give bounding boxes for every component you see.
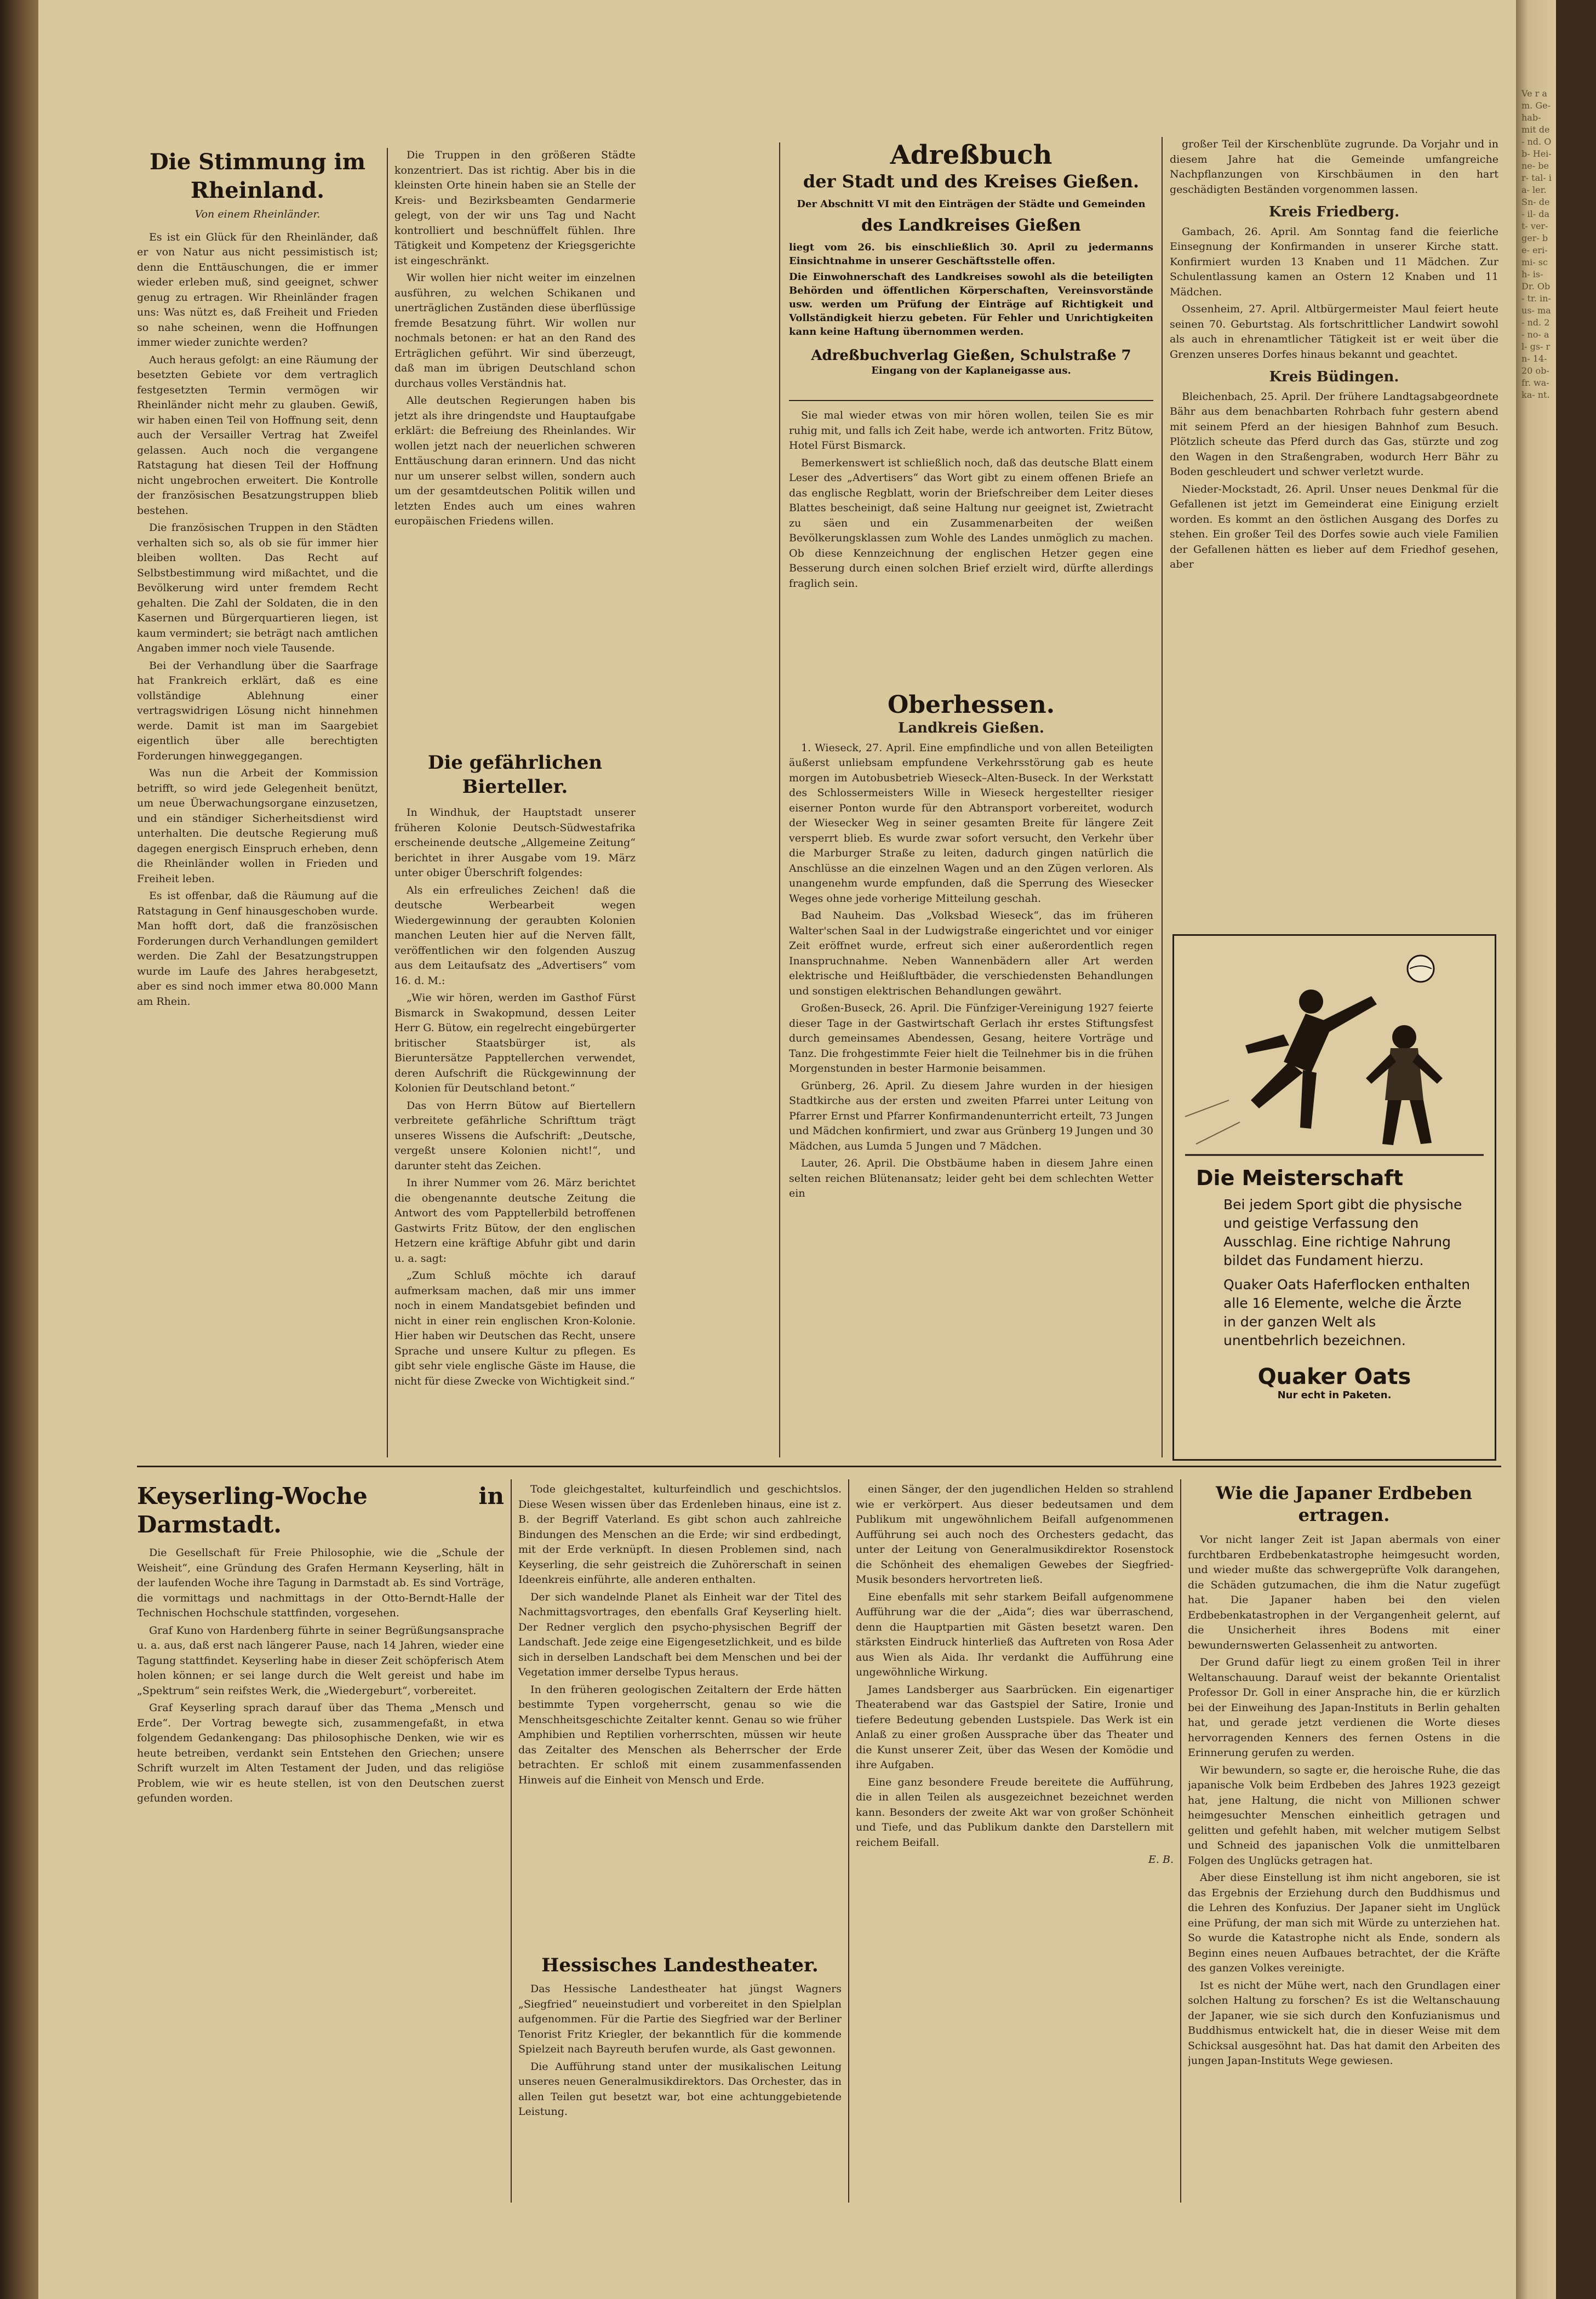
bierteller-paragraph: In ihrer Nummer vom 26. März berichtet die obengenannte deutsche Zeitung die Antwort des vom Papptellerbild betroffenen Gastwirts Fritz Bütow, der den englischen Hetzern eine kräftige Abfuhr gibt und darin u. a. sagt: <box>394 1177 636 1265</box>
landestheater-signature: E. B. <box>1148 1854 1174 1866</box>
facing-page-edge <box>1516 0 1556 2299</box>
column-rule <box>387 148 388 1457</box>
rheinland-paragraph: Es ist offenbar, daß die Räumung auf die Ratstagung in Genf hinausgeschoben wurde. Man hofft dort, daß die französischen Forderungen durch Verhandlungen gemildert werden. Die Zahl der Besatzungstruppen wurde im Laufe des Jahres herabgesetzt, aber es sind noch immer etwa 80.000 Mann am Rhein. <box>137 890 378 1008</box>
rheinland-byline: Von einem Rheinländer. <box>195 208 321 220</box>
keyserling-headline: Keyserling-Woche in Darmstadt. <box>137 1483 504 1538</box>
newspaper-page <box>38 0 1556 2299</box>
oberhessen-headline: Oberhessen. <box>887 691 1055 719</box>
bierteller-paragraph: „Zum Schluß möchte ich darauf aufmerksam machen, daß mir uns immer noch in einem Mandatsgebiet befinden und nicht in einer rein englischen Kron-Kolonie. Hier haben wir Deutschen das Recht, unsere Sprache und unsere Kultur zu pflegen. Es gibt sehr viele englische Gäste im Hause, die nicht für diese Zwecke von Wichtigkeit sind.“ <box>394 1269 636 1387</box>
adressbuch-footer: Adreßbuchverlag Gießen, Schulstraße 7 <box>811 347 1131 364</box>
keyserling-paragraph: Graf Kuno von Hardenberg führte in seiner Begrüßungsansprache u. a. aus, daß erst nach längerer Pause, nach 14 Jahren, wieder eine Tagung stattfindet. Keyserling habe in dieser Zeit schöpferisch Atem holen können; er sei lange durch die Welt gereist und habe im „Spektrum“ sein reifstes Werk, die „Wiedergeburt“, vorbereitet. <box>137 1624 504 1697</box>
landestheater-paragraph: einen Sänger, der den jugendlichen Helden so strahlend wie er verkörpert. Aus dieser bedeutsamen und dem Publikum mit ungewöhnlichem Beifall aufgenommenen Aufführung sei auch noch des Orchesters gedacht, das unter der Leitung von Generalmusikdirektor Rosenstock die Schönheit des ehemaligen Gewebes der Siegfried-Musik besonders hervortreten ließ. <box>856 1483 1174 1586</box>
keyserling-paragraph: Die Gesellschaft für Freie Philosophie, wie die „Schule der Weisheit“, eine Gründung des Grafen Hermann Keyserling, hält in der laufenden Woche ihre Tagung in Darmstadt ab. Es sind Vorträge, die vormittags und nachmittags in der Otto-Berndt-Halle der Technischen Hochschule stattfinden, vorgesehen. <box>137 1547 504 1619</box>
adressbuch-ad <box>789 140 1153 392</box>
keyserling-paragraph: Graf Keyserling sprach darauf über das Thema „Mensch und Erde“. Der Vortrag bewegte sich, zusammengefaßt, in etwa folgendem Gedankengang: Das philosophische Denken, wie wir es heute betreiben, verdankt sein Entstehen den Griechen; unsere Schrift wurzelt im Alten Testament der Juden, und das religiöse Problem, wie wir es heute stellen, ist von den Deutschen zuerst gefunden worden. <box>137 1702 504 1804</box>
landestheater-paragraph: Eine ganz besondere Freude bereitete die Aufführung, die in allen Teilen als ausgezeichnet bezeichnet werden kann. Besonders der zweite Akt war von großer Schönheit und Tiefe, und das Publikum dankte den Darstellern mit reichem Beifall. <box>856 1776 1174 1849</box>
adressbuch-footer2: Eingang von der Kaplaneigasse aus. <box>871 365 1071 376</box>
rheinland-paragraph: Alle deutschen Regierungen haben bis jetzt als ihre dringendste und Hauptaufgabe erklärt: die Befreiung des Rheinlandes. Wir wollen jetzt nach der neuerlichen schweren Enttäuschung daran erinnern. Und das nicht nur um unserer selbst willen, sondern auch um der gesamtdeutschen Politik willen und letzten Endes auch um eines wahren europäischen Friedens willen. <box>394 394 636 527</box>
football-ball-icon <box>1408 956 1434 982</box>
page-divider <box>137 1466 1501 1467</box>
column-rule <box>1180 1479 1181 2203</box>
adressbuch-line: Der Abschnitt VI mit den Einträgen der Städte und Gemeinden <box>797 198 1146 210</box>
ad-tagline: Nur echt in Paketen. <box>1277 1389 1392 1401</box>
oberhessen-paragraph: Grünberg, 26. April. Zu diesem Jahre wurden in der hiesigen Stadtkirche aus der ersten und zweiten Pfarrei unter Leitung von Pfarrer Ernst und Pfarrer Konfirmandenunterricht erteilt, 73 Jungen und Mädchen konfirmiert, und zwar aus Grünberg 19 Jungen und 30 Mädchen, aus Lumda 5 Jungen und 7 Mädchen. <box>789 1079 1153 1152</box>
rheinland-paragraph: Es ist ein Glück für den Rheinländer, daß er von Natur aus nicht pessimistisch ist; denn die Enttäuschungen, die er immer wieder erleben muß, sind geeignet, schwer genug zu ertragen. Wir Rheinländer fragen uns: Was nützt es, daß Freiheit und Frieden so nahe scheinen, wenn die Hoffnungen immer wieder zunichte werden? <box>137 231 378 348</box>
japaner-paragraph: Aber diese Einstellung ist ihm nicht angeboren, sie ist das Ergebnis der Erziehung durch den Buddhismus und die Lehren des Konfuzius. Der Japaner sieht im Unglück eine Prüfung, der man sich mit Würde zu unterziehen hat. So wurde die Katastrophe nicht als Ende, sondern als Beginn eines neuen Aufbaues betrachtet, der die Kräfte des ganzen Volkes vereinigte. <box>1188 1872 1500 1974</box>
rheinland-paragraph: Wir wollen hier nicht weiter im einzelnen ausführen, zu welchen Schikanen und unerträglichen Zuständen diese überflüssige fremde Besatzung führt. Wir wollen nur nochmals betonen: er hat an den Rand des Erträglichen geführt. Wir sind überzeugt, daß man im übrigen Deutschland schon durchaus volles Verständnis hat. <box>394 272 636 390</box>
buedingen-paragraph: Nieder-Mockstadt, 26. April. Unser neues Denkmal für die Gefallenen ist jetzt im Gemeinderat eine Einigung erzielt worden. Es kommt an den östlichen Ausgang des Dorfes zu stehen. Ein großer Teil des Dorfes sowie auch viele Familien der Gefallenen hätten es lieber auf dem Friedhof gesehen, aber <box>1170 483 1498 570</box>
ad-text: Bei jedem Sport gibt die physische und geistige Verfassung den Ausschlag. Eine richtige Nahrung bildet das Fundament hierzu. <box>1223 1197 1462 1268</box>
column-rule <box>511 1479 512 2203</box>
kreis-buedingen-heading: Kreis Büdingen. <box>1269 369 1399 385</box>
rheinland-paragraph: Die französischen Truppen in den Städten verhalten sich so, als ob sie für immer hier bleiben wollten. Das Recht auf Selbstbestimmung wird mißachtet, und die Bevölkerung wird unter fremdem Recht gehalten. Die Zahl der Soldaten, die in den Kasernen und Bürgerquartieren liegen, ist kaum vermindert; sie beträgt nach amtlichen Angaben immer noch viele Tausende. <box>137 522 378 654</box>
quaker-oats-logo: Quaker Oats <box>1257 1364 1411 1389</box>
quaker-oats-ad <box>1172 934 1496 1461</box>
column-rule <box>779 142 780 1457</box>
japaner-paragraph: Wir bewundern, so sagte er, die heroische Ruhe, die das japanische Volk beim Erdbeben des Jahres 1923 gezeigt hat, jene Haltung, die nicht von Millionen schwer heimgesuchter Menschen einheitlich getragen und gelitten und gefehlt haben, mit welcher mutigem Selbst und Schneid des japanischen Volk die unmittelbaren Folgen des Unglücks getragen hat. <box>1188 1764 1500 1867</box>
oberhessen-paragraph: Lauter, 26. April. Die Obstbäume haben in diesem Jahre einen selten reichen Blütenansatz; leider geht bei dem schlechten Wetter ein <box>789 1157 1153 1199</box>
rheinland-article <box>137 148 378 1452</box>
bierteller-paragraph: „Wie wir hören, werden im Gasthof Fürst Bismarck in Swakopmund, dessen Leiter Herr G. Bütow, ein regelrecht eingebürgerter britischer Staatsbürger ist, als Bieruntersätze Papptellerchen verwendet, deren Aufschrift die Rückgewinnung der Kolonien für Deutschland betont.“ <box>394 992 636 1094</box>
japaner-article <box>1188 1482 1500 2194</box>
bierteller-paragraph: In Windhuk, der Hauptstadt unserer früheren Kolonie Deutsch-Südwestafrika erscheinende deutsche „Allgemeine Zeitung“ berichtet in ihrer Ausgabe vom 19. März unter obiger Überschrift folgendes: <box>394 807 636 879</box>
japaner-paragraph: Ist es nicht der Mühe wert, nach den Grundlagen einer solchen Haltung zu forschen? Es ist die Weltanschauung der Japaner, wie sie sich durch den Konfuzianismus und Buddhismus entwickelt hat, die in dieser Weise mit dem Schicksal ausgesöhnt hat. Das hat damit den Arbeiten des jungen Japan-Instituts Wege gewiesen. <box>1188 1979 1500 2067</box>
japaner-paragraph: Vor nicht langer Zeit ist Japan abermals von einer furchtbaren Erdbebenkatastrophe heimgesucht worden, und wieder mußte das schwergeprüfte Volk darangehen, die Schäden gutzumachen, die ihm die Natur zugefügt hat. Die Japaner haben bei den vielen Erdbebenkatastrophen in der Vergangenheit gelernt, auf die Unsicherheit ihres Bodens mit einer bewundernswerten Gelassenheit zu antworten. <box>1188 1534 1500 1651</box>
oberhessen-paragraph: 1. Wieseck, 27. April. Eine empfindliche und von allen Beteiligten äußerst unliebsam empfundene Verkehrsstörung gab es heute morgen im Autobusbetrieb Wieseck–Alten-Buseck. In der Werkstatt des Schlossermeisters Wille in Wieseck hergestellter riesiger eiserner Ponton wurde für den Abtransport vorbereitet, wodurch der Wiesecker Weg in seiner gesamten Breite für längere Zeit versperrt blieb. Es wurde zwar sofort versucht, den Verkehr über die Marburger Straße zu leiten, dadurch gingen natürlich die Anschlüsse an die einzelnen Wagen und an den Zügen verloren. Als unangenehm wurde empfunden, daß die Sperrung des Wiesecker Weges ohne jede vorherige Mitteilung geschah. <box>789 741 1153 905</box>
rheinland-paragraph: Was nun die Arbeit der Kommission betrifft, so wird jede Gelegenheit benützt, um neue Überwachungsorgane einzusetzen, und ein ständiger Sicherheitsdienst wird unterhalten. Die deutsche Regierung muß dagegen energisch Einspruch erheben, denn die Rheinländer wollen in Frieden und Freiheit leben. <box>137 767 378 885</box>
rheinland-paragraph: Die Truppen in den größeren Städte konzentriert. Das ist richtig. Aber bis in die kleinsten Orte hinein haben sie an Stelle der Kreis- und Bezirksbeamten Gendarmerie gelegt, von der wir uns Tag und Nacht kontrolliert und beschnüffelt fühlen. Ihre Tätigkeit und Kompetenz der Kriegsgerichte ist eingeschränkt. <box>394 149 636 267</box>
oberhessen-paragraph: Großen-Buseck, 26. April. Die Fünfziger-Vereinigung 1927 feierte dieser Tage in der Gastwirtschaft Gerlach ihr erstes Stiftungsfest durch gemeinsames Abendessen, Gesang, heitere Vorträge und Tanz. Die frohgestimmte Feier hielt die Teilnehmer bis in die frühen Morgenstunden in bester Harmonie beisammen. <box>789 1002 1153 1074</box>
keyserling-paragraph: Der sich wandelnde Planet als Einheit war der Titel des Nachmittagsvortrages, den ebenfalls Graf Keyserling hielt. Der Redner verglich den psycho-physischen Begriff der Landschaft. Jede zeige eine Eigengesetzlichkeit, und es bilde sich in derselben Landschaft bei dem Menschen und bei der Vegetation immer derselbe Typus heraus. <box>518 1591 842 1678</box>
facing-page-text: Ve r a m. Ge- hab- mit de- nd. Ob- Hei- ne- ber- tal- ia- ler. Sn- de- il- dat- ver- ger- be- eri- mi- sch- is- Dr. Ob- tr. in- us- ma- nd. 2- no- al- gs- rn- 14- 20 ob- fr. wa- ka- nt. <box>1521 88 1552 400</box>
rheinland-headline: Die Stimmung im Rheinland. <box>149 149 366 203</box>
oberhessen-paragraph: Bad Nauheim. Das „Volksbad Wieseck“, das im früheren Walter'schen Saal in der Ludwigstraße eingerichtet und vor einiger Zeit eröffnet wurde, erfreut sich einer außerordentlich regen Inanspruchnahme. Neben Wannenbädern aller Art werden elektrische und Heißluftbäder, die verschiedensten Behandlungen und sonstigen elektrischen Behandlungen gewährt. <box>789 910 1153 997</box>
friedberg-paragraph: Gambach, 26. April. Am Sonntag fand die feierliche Einsegnung der Konfirmanden in unserer Kirche statt. Konfirmiert wurden 13 Knaben und 11 Mädchen. Zur Schulentlassung kamen an Ostern 12 Knaben und 11 Mädchen. <box>1170 225 1498 298</box>
ad-text-2: Quaker Oats Haferflocken enthalten alle 16 Elemente, welche die Ärzte in der ganzen Welt als unentbehrlich bezeichnen. <box>1223 1277 1471 1348</box>
column-rule <box>1162 137 1163 1457</box>
bierteller-paragraph: Das von Herrn Bütow auf Biertellern verbreitete gefährliche Schrifttum trägt unseres Wissens die Aufschrift: „Deutsche, vergeßt unsere Kolonien nicht!“, und darunter steht das Zeichen. <box>394 1099 636 1172</box>
gastwirt-paragraph: Sie mal wieder etwas von mir hören wollen, teilen Sie es mir ruhig mit, und falls ich Zeit habe, werde ich antworten. Fritz Bütow, Hotel Fürst Bismarck. <box>789 409 1153 451</box>
landestheater-paragraph: Eine ebenfalls mit sehr starkem Beifall aufgenommene Aufführung war die der „Aida“; dies war überraschend, denn die Hauptpartien mit Gästen besetzt waren. Den stärksten Eindruck hinterließ das Auftreten von Rosa Ader aus Wien als Aida. Ihr verdankt die Aufführung eine ungewöhnliche Wirkung. <box>856 1591 1174 1678</box>
column-rule <box>848 1479 849 2203</box>
buedingen-paragraph: Bleichenbach, 25. April. Der frühere Landtagsabgeordnete Bähr aus dem benachbarten Rohrbach fuhr gestern abend mit seinem Pferd an der hiesigen Bahnhof zum Besuch. Plötzlich scheute das Pferd durch das Gas, stürzte und zog den Wagen in den Straßengraben, wodurch Herr Bähr zu Boden geschleudert und schwer verletzt wurde. <box>1170 390 1498 478</box>
rheinland-continued <box>394 148 636 740</box>
gastwirt-paragraph: Bemerkenswert ist schließlich noch, daß das deutsche Blatt einem Leser des „Advertisers“ das Wort gibt zu einem offenen Briefe an das englische Regblatt, worin der Briefschreiber dem Leiter dieses Blattes bescheinigt, daß seine Haltung nur geeignet ist, Zwietracht zu säen und ein Zusammenarbeiten der weißen Bevölkerungsklassen zum Wohle des Landes unmöglich zu machen. Ob diese Kennzeichnung der englischen Hetzer gegen eine Besserung durch einen solchen Brief erzielt wird, dürfte allerdings fraglich sein. <box>789 456 1153 590</box>
landestheater-paragraph: James Landsberger aus Saarbrücken. Ein eigenartiger Theaterabend war das Gastspiel der Satire, Ironie und tiefere Bedeutung gebenden Lustspiele. Das Werk ist ein Anlaß zu einer großen Aussprache über das Theater und die Kunst unserer Zeit, über das Wesen der Komödie und ihre Aufgaben. <box>856 1683 1174 1771</box>
keyserling-continued <box>518 1482 842 1948</box>
bierteller-headline: Die gefährlichen Bierteller. <box>427 752 603 798</box>
keyserling-paragraph: Tode gleichgestaltet, kulturfeindlich und geschichtslos. Diese Wesen wissen über das Erdenleben hinaus, eine ist z. B. der Begriff Vaterland. Es gibt schon auch zahlreiche Bindungen des Menschen an die Erde; wir sind erdbedingt, mit der Erde verknüpft. In diesen Problemen sind, nach Keyserling, die sehr geistreich die Zuhörerschaft in seinen Ideenkreis einführte, alle anderen enthalten. <box>518 1483 842 1586</box>
adressbuch-line: liegt vom 26. bis einschließlich 30. April zu jedermanns Einsichtnahme in unserer Geschäftsstelle offen. <box>789 242 1153 267</box>
section-rule <box>789 400 1153 401</box>
adressbuch-subtitle: der Stadt und des Kreises Gießen. <box>803 171 1140 192</box>
ad-headline: Die Meisterschaft <box>1196 1166 1404 1190</box>
oberhessen-subtitle: Landkreis Gießen. <box>898 720 1044 736</box>
japaner-headline: Wie die Japaner Erdbeben ertragen. <box>1215 1483 1473 1525</box>
friedberg-paragraph: Ossenheim, 27. April. Altbürgermeister Maul feiert heute seinen 70. Geburtstag. Als fortschrittlicher Landwirt sowohl als auch in ehrenamtlicher Tätigkeit ist er weit über die Grenzen unseres Dorfes hinaus bekannt und geachtet. <box>1170 303 1498 361</box>
kreis-friedberg-heading: Kreis Friedberg. <box>1268 204 1400 220</box>
book-binding <box>0 0 38 2299</box>
landestheater-paragraph: Das Hessische Landestheater hat jüngst Wagners „Siegfried“ neueinstudiert und vorbereitet in den Spielplan aufgenommen. Für die Partie des Siegfried war der Berliner Tenorist Fritz Kriegler, der bekanntlich für die kommende Spielzeit nach Bayreuth berufen wurde, als Gast gewonnen. <box>518 1983 842 2055</box>
landestheater-paragraph: Die Aufführung stand unter der musikalischen Leitung unseres neuen Generalmusikdirektors. Das Orchester, das in allen Teilen gut besetzt war, bot eine achtunggebietende Leistung. <box>518 2060 842 2118</box>
oberhessen-section <box>789 690 1153 1457</box>
adressbuch-landkreis: des Landkreises Gießen <box>861 216 1081 235</box>
rheinland-paragraph: Auch heraus gefolgt: an eine Räumung der besetzten Gebiete vor dem vertraglich festgesetzten Termin vermögen wir Rheinländer nicht mehr zu glauben. Gewiß, wir haben einen Teil von Hoffnung seit, denn auch der Versailler Vertrag hat Zweifel gelassen. Auch noch die vergangene Ratstagung hat diesen Teil der Hoffnung nicht ungebrochen erweitert. Die Kontrolle der französischen Besatzungstruppen blieb bestehen. <box>137 353 378 517</box>
landestheater-continued <box>856 1482 1174 2194</box>
adressbuch-line: Die Einwohnerschaft des Landkreises sowohl als die beteiligten Behörden und öffentlichen Körperschaften, Vereinsvorstände usw. werden um Prüfung der Einträge auf Richtigkeit und Vollständigkeit hierzu gebeten. Für Fehler und Unrichtigkeiten kann keine Haftung übernommen werden. <box>789 271 1153 338</box>
landestheater-article <box>518 1953 842 2194</box>
keyserling-paragraph: In den früheren geologischen Zeitaltern der Erde hätten bestimmte Typen vorgeherrscht, genau so wie die Menschheitsgeschichte Zeitalter kennt. Genau so wie früher Amphibien und Reptilien vorherrschten, müssen wir heute das Zeitalter des Menschen als Beherrscher der Erde betrachten. Er schloß mit einem zusammenfassenden Hinweis auf die Einheit von Mensch und Erde. <box>518 1683 842 1786</box>
bierteller-article <box>394 751 636 1457</box>
bierteller-paragraph: Als ein erfreuliches Zeichen! daß die deutsche Werbearbeit wegen Wiedergewinnung der geraubten Kolonien manchen Leuten hier auf die Nerven fällt, veröffentlichen wir den folgenden Auszug aus dem Leitaufsatz des „Advertisers“ vom 16. d. M.: <box>394 884 636 987</box>
japaner-paragraph: Der Grund dafür liegt zu einem großen Teil in ihrer Weltanschauung. Darauf weist der bekannte Orientalist Professor Dr. Goll in einer Ansprache hin, die er kürzlich bei der Einweihung des Japan-Instituts in Berlin gehalten hat, und gerade jetzt verdienen die Worte dieses hervorragenden Kenners des fernen Ostens in die Erinnerung gerufen zu werden. <box>1188 1656 1500 1759</box>
football-players-illustration <box>1174 936 1495 1166</box>
kreise-section <box>1170 137 1498 920</box>
adressbuch-title: Adreßbuch <box>890 140 1052 170</box>
keyserling-article <box>137 1482 504 2194</box>
rheinland-paragraph: Bei der Verhandlung über die Saarfrage hat Frankreich erklärt, daß es eine vollständige Ablehnung einer vertragswidrigen Lösung nicht hinnehmen werde. Damit ist man im Saargebiet eigentlich über alle berechtigten Forderungen hinweggegangen. <box>137 659 378 762</box>
friedberg-intro: großer Teil der Kirschenblüte zugrunde. Da Vorjahr und in diesem Jahre hat die Gemeinde umfangreiche Nachpflanzungen von Kirschbäumen in den hart geschädigten Beständen vorgenommen lassen. <box>1170 138 1498 196</box>
landestheater-headline: Hessisches Landestheater. <box>541 1954 819 1976</box>
gastwirt-article <box>789 408 1153 682</box>
